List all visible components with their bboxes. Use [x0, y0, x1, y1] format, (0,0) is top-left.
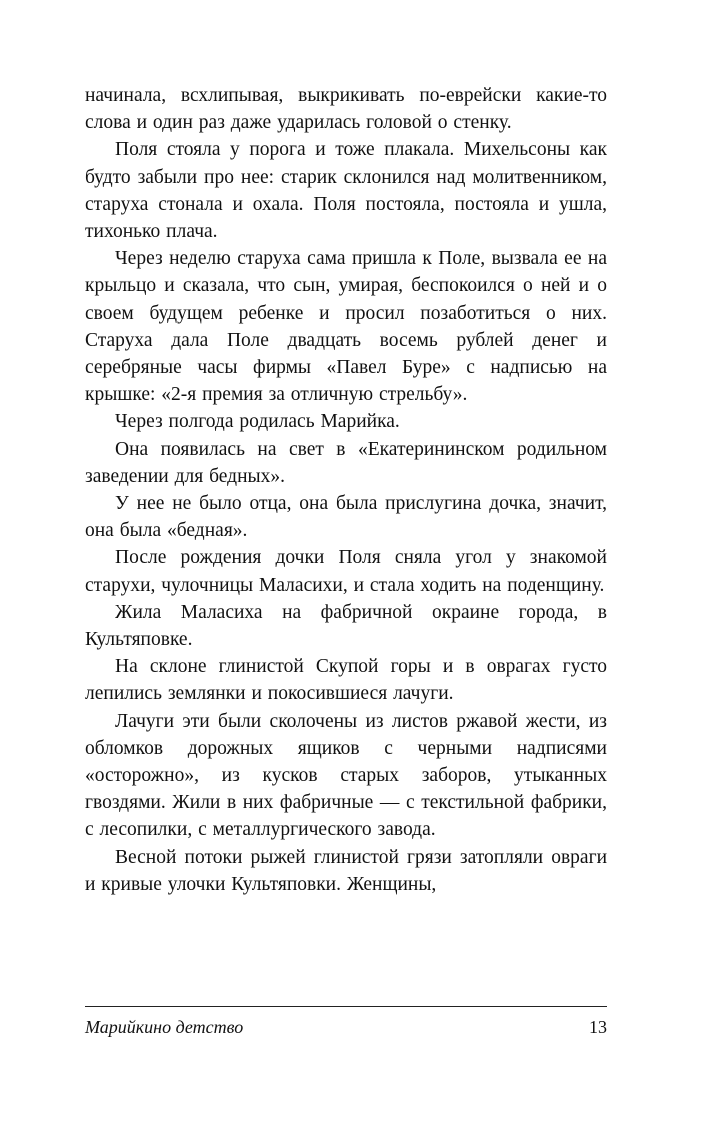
paragraph: Через полгода родилась Марийка. [115, 411, 400, 433]
paragraph: Поля стояла у порога и тоже плакала. Михельсоны как будто забыли про нее: старик склонился над молитвенником, старуха стонала и охала. Поля постояла, постояла и ушла, тихонько плача. [85, 139, 607, 243]
paragraph: Через неделю старуха сама пришла к Поле, вызвала ее на крыльцо и сказала, что сын, умирая, беспокоился о ней и о своем будущем ребенке и просил позаботиться о них. Старуха дала Поле двадцать восемь рублей денег и серебряные часы фирмы «Павел Буре» с надписью на крышке: «2-я премия за отличную стрельбу». [85, 248, 607, 406]
footer-book-title: Марийкино детство [85, 1017, 244, 1037]
footer-page-number: 13 [589, 1017, 607, 1037]
body-text [85, 82, 607, 898]
paragraph: начинала, всхлипывая, выкрикивать по-еврейски какие-то слова и один раз даже ударилась головой о стенку. [85, 85, 607, 134]
running-footer [85, 1006, 607, 1038]
paragraph: После рождения дочки Поля сняла угол у знакомой старухи, чулочницы Маласихи, и стала ходить на поденщину. [85, 547, 607, 596]
paragraph: Лачуги эти были сколочены из листов ржавой жести, из обломков дорожных ящиков с черными надписями «осторожно», из кусков старых заборов, утыканных гвоздями. Жили в них фабричные — с текстильной фабрики, с лесопилки, с металлургического завода. [85, 710, 607, 841]
paragraph: Жила Маласиха на фабричной окраине города, в Культяповке. [85, 601, 607, 651]
paragraph: Весной потоки рыжей глинистой грязи затопляли овраги и кривые улочки Культяповки. Женщины, [85, 846, 607, 895]
paragraph: У нее не было отца, она была прислугина дочка, значит, она была «бедная». [85, 493, 607, 542]
paragraph: На склоне глинистой Скупой горы и в оврагах густо лепились землянки и покосившиеся лачуги. [85, 656, 607, 705]
paragraph: Она появилась на свет в «Екатерининском родильном заведении для бедных». [85, 438, 607, 487]
